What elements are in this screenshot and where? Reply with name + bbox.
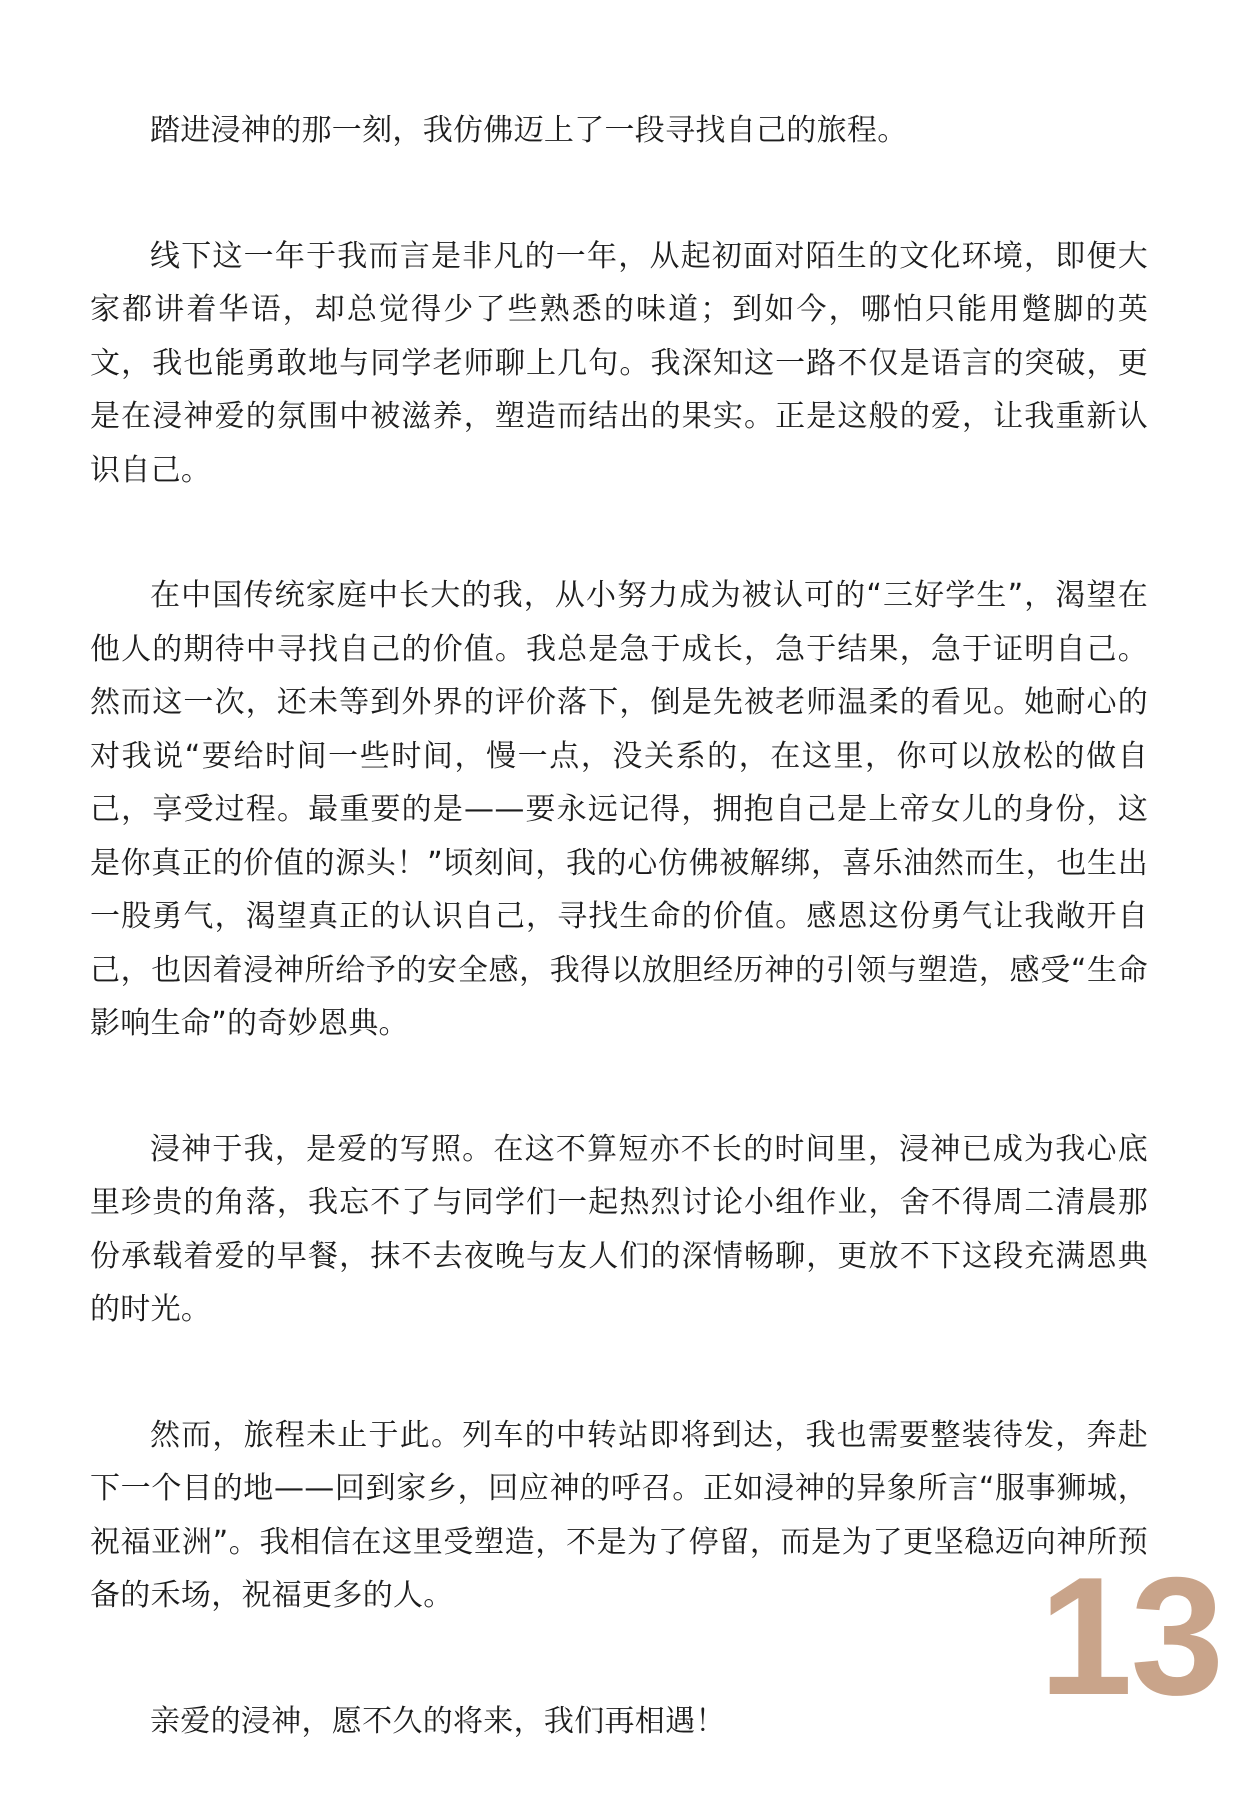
- article-body: [90, 104, 1148, 1820]
- paragraph-6: 亲爱的浸神，愿不久的将来，我们再相遇！: [150, 1703, 726, 1739]
- paragraph-4: 浸神于我，是爱的写照。在这不算短亦不长的时间里，浸神已成为我心底里珍贵的角落，我忘不了与同学们一起热烈讨论小组作业，舍不得周二清晨那份承载着爱的早餐，抹不去夜晚与友人们的深情畅聊，更放不下这段充满恩典的时光。: [90, 1131, 1148, 1327]
- paragraph-2: 线下这一年于我而言是非凡的一年，从起初面对陌生的文化环境，即便大家都讲着华语，却总觉得少了些熟悉的味道；到如今，哪怕只能用蹩脚的英文，我也能勇敢地与同学老师聊上几句。我深知这一路不仅是语言的突破，更是在浸神爱的氛围中被滋养，塑造而结出的果实。正是这般的爱，让我重新认识自己。: [90, 238, 1148, 488]
- paragraph-5: 然而，旅程未止于此。列车的中转站即将到达，我也需要整装待发，奔赴下一个目的地——回到家乡，回应神的呼召。正如浸神的异象所言“服事狮城，祝福亚洲”。我相信在这里受塑造，不是为了停留，而是为了更坚稳迈向神所预备的禾场，祝福更多的人。: [90, 1417, 1148, 1613]
- paragraph-3: 在中国传统家庭中长大的我，从小努力成为被认可的“三好学生”，渴望在他人的期待中寻找自己的价值。我总是急于成长，急于结果，急于证明自己。然而这一次，还未等到外界的评价落下，倒是先被老师温柔的看见。她耐心的对我说“要给时间一些时间，慢一点，没关系的，在这里，你可以放松的做自己，享受过程。最重要的是——要永远记得，拥抱自己是上帝女儿的身份，这是你真正的价值的源头！”顷刻间，我的心仿佛被解绑，喜乐油然而生，也生出一股勇气，渴望真正的认识自己，寻找生命的价值。感恩这份勇气让我敞开自己，也因着浸神所给予的安全感，我得以放胆经历神的引领与塑造，感受“生命影响生命”的奇妙恩典。: [90, 578, 1148, 1041]
- paragraph-1: 踏进浸神的那一刻，我仿佛迈上了一段寻找自己的旅程。: [150, 113, 908, 148]
- page-number: 13: [1039, 1542, 1222, 1730]
